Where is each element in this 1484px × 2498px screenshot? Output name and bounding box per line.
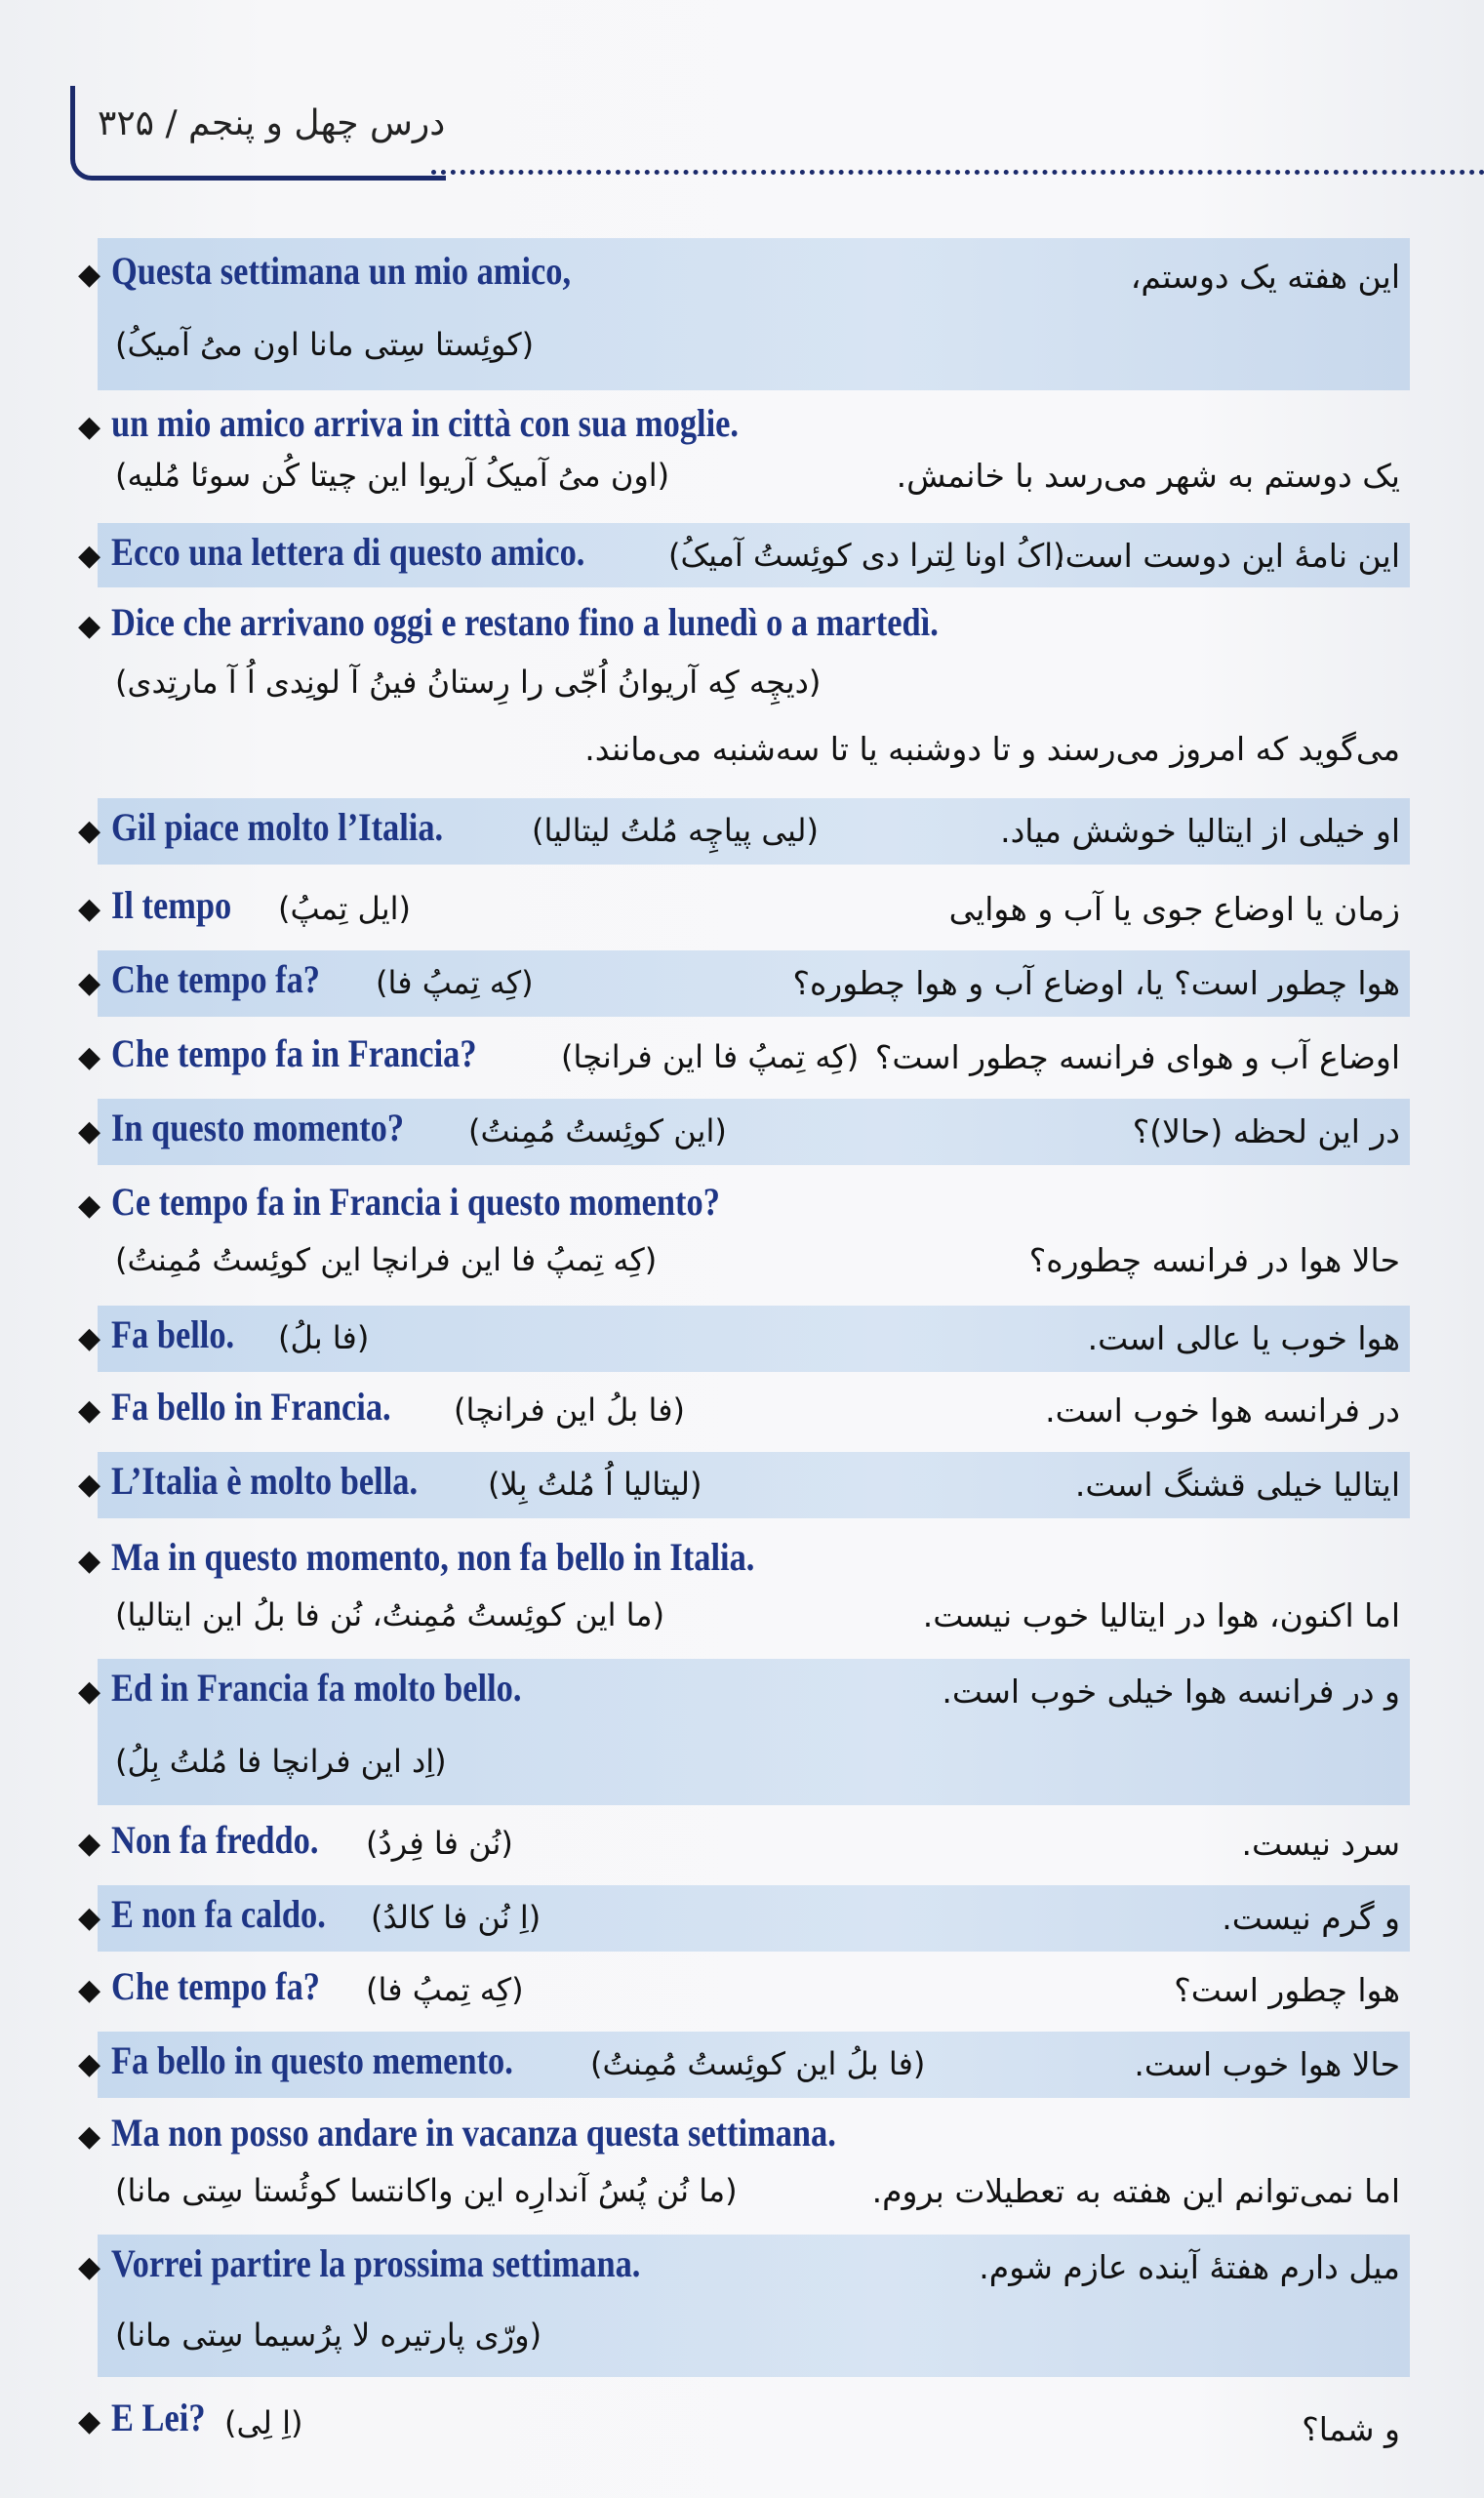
italian-phrase: Che tempo fa?: [111, 1964, 321, 2008]
italian-phrase: Dice che arrivano oggi e restano fino a lunedì o a martedì.: [111, 600, 939, 644]
pronunciation: (ما این کوئِستُ مُمِنتُ، نُن فا بلُ این ایتالیا): [115, 1596, 665, 1633]
persian-translation: اوضاع آب و هوای فرانسه چطور است؟: [874, 1038, 1400, 1076]
diamond-bullet-icon: ◆: [78, 2119, 101, 2154]
phrase-row: [68, 1528, 1410, 1655]
diamond-bullet-icon: ◆: [78, 1114, 101, 1148]
diamond-bullet-icon: ◆: [78, 1901, 101, 1935]
phrase-row: [68, 591, 1410, 786]
persian-translation: میل دارم هفتهٔ آینده عازم شوم.: [979, 2248, 1400, 2286]
phrase-row: [68, 798, 1410, 865]
phrase-row: [68, 238, 1410, 390]
pronunciation: (این کوئِستُ مُمِنتُ): [468, 1112, 727, 1149]
persian-translation: سرد نیست.: [1241, 1825, 1400, 1863]
phrase-row: [68, 2235, 1410, 2377]
phrase-row: [68, 878, 1410, 941]
phrase-row: [68, 950, 1410, 1017]
pronunciation: (دیچِه کِه آریوانُ اُجّی را رِستانُ فینُ آ لونِدی اُ آ مارتِدی): [115, 664, 822, 701]
phrase-row: [68, 1659, 1410, 1805]
pronunciation: (فا بلُ این کوئِستُ مُمِنتُ): [590, 2045, 926, 2082]
persian-translation: هوا چطور است؟ یا، اوضاع آب و هوا چطوره؟: [792, 964, 1400, 1002]
pronunciation: (فا بلُ): [278, 1319, 370, 1356]
diamond-bullet-icon: ◆: [78, 1674, 101, 1709]
pronunciation: (کِه تِمپُ فا این فرانچا): [561, 1038, 860, 1075]
phrase-row: [68, 1959, 1410, 2022]
pronunciation: (اکُ اونا لِترا دی کوئِستُ آمیکُ): [668, 537, 1065, 574]
pronunciation: (فا بلُ این فرانچا): [454, 1391, 685, 1429]
diamond-bullet-icon: ◆: [78, 1189, 101, 1223]
italian-phrase: Vorrei partire la prossima settimana.: [111, 2241, 641, 2285]
persian-translation: زمان یا اوضاع جوی یا آب و هوایی: [948, 890, 1400, 928]
persian-translation: در فرانسه هوا خوب است.: [1045, 1391, 1400, 1430]
persian-translation: او خیلی از ایتالیا خوشش میاد.: [1000, 812, 1400, 850]
italian-phrase: Che tempo fa?: [111, 957, 321, 1001]
persian-translation: و گرم نیست.: [1222, 1899, 1400, 1937]
italian-phrase: Ma in questo momento, non fa bello in Italia.: [111, 1535, 755, 1579]
diamond-bullet-icon: ◆: [78, 1827, 101, 1861]
persian-translation: هوا خوب یا عالی است.: [1087, 1319, 1400, 1357]
persian-translation: در این لحظه (حالا)؟: [1132, 1112, 1400, 1150]
italian-phrase: Che tempo fa in Francia?: [111, 1031, 477, 1075]
page-title: درس چهل و پنجم / ۳۲۵: [98, 103, 446, 143]
persian-translation: ایتالیا خیلی قشنگ است.: [1074, 1466, 1400, 1504]
italian-phrase: un mio amico arriva in città con sua moglie.: [111, 401, 740, 445]
phrase-row: [68, 2032, 1410, 2098]
italian-phrase: L’Italia è molto bella.: [111, 1459, 419, 1503]
diamond-bullet-icon: ◆: [78, 539, 101, 573]
italian-phrase: Ce tempo fa in Francia i questo momento?: [111, 1180, 720, 1224]
phrase-row: [68, 1027, 1410, 1089]
italian-phrase: Fa bello.: [111, 1312, 235, 1356]
pronunciation: (کِه تِمپُ فا این فرانچا این کوئِستُ مُمِنتُ): [115, 1241, 658, 1278]
pronunciation: (اِد این فرانچا فا مُلتُ بِلُ): [115, 1743, 447, 1780]
persian-translation: حالا هوا در فرانسه چطوره؟: [1028, 1241, 1400, 1279]
italian-phrase: Fa bello in questo memento.: [111, 2038, 513, 2082]
pronunciation: (اِ لِی): [224, 2404, 303, 2441]
italian-phrase: Non fa freddo.: [111, 1818, 319, 1862]
persian-translation: می‌گوید که امروز می‌رسند و تا دوشنبه یا تا سه‌شنبه می‌مانند.: [584, 730, 1400, 768]
pronunciation: (اِ نُن فا کالدُ): [371, 1899, 541, 1936]
persian-translation: یک دوستم به شهر می‌رسد با خانمش.: [896, 457, 1400, 495]
diamond-bullet-icon: ◆: [78, 410, 101, 444]
italian-phrase: Ecco una lettera di questo amico.: [111, 530, 585, 574]
diamond-bullet-icon: ◆: [78, 814, 101, 848]
diamond-bullet-icon: ◆: [78, 1393, 101, 1428]
italian-phrase: E non fa caldo.: [111, 1892, 326, 1936]
phrase-row: [68, 2385, 1410, 2459]
diamond-bullet-icon: ◆: [78, 258, 101, 292]
pronunciation: (کِه تِمپُ فا): [366, 1971, 524, 2008]
diamond-bullet-icon: ◆: [78, 1544, 101, 1578]
diamond-bullet-icon: ◆: [78, 2404, 101, 2438]
diamond-bullet-icon: ◆: [78, 966, 101, 1000]
persian-translation: و شما؟: [1302, 2410, 1400, 2448]
phrase-row: [68, 1306, 1410, 1372]
phrase-row: [68, 1099, 1410, 1165]
pronunciation: (نُن فا فِردُ): [366, 1825, 513, 1862]
diamond-bullet-icon: ◆: [78, 609, 101, 643]
phrase-row: [68, 1173, 1410, 1302]
diamond-bullet-icon: ◆: [78, 2250, 101, 2284]
persian-translation: هوا چطور است؟: [1174, 1971, 1400, 2009]
phrase-row: [68, 392, 1410, 517]
italian-phrase: Ed in Francia fa molto bello.: [111, 1666, 522, 1710]
pronunciation: (کِه تِمپُ فا): [376, 964, 534, 1001]
italian-phrase: Il tempo: [111, 883, 232, 927]
diamond-bullet-icon: ◆: [78, 2047, 101, 2081]
diamond-bullet-icon: ◆: [78, 1468, 101, 1502]
pronunciation: (لیی پیاچِه مُلتُ لیتالیا): [532, 812, 819, 849]
pronunciation: (ورّی پارتیره لا پرُسیما سِتی مانا): [115, 2317, 542, 2354]
phrase-row: [68, 1452, 1410, 1518]
italian-phrase: In questo momento?: [111, 1106, 405, 1149]
pronunciation: (کوئِستا سِتی مانا اون میُ آمیکُ): [115, 326, 535, 363]
italian-phrase: Questa settimana un mio amico,: [111, 249, 572, 293]
italian-phrase: E Lei?: [111, 2396, 206, 2439]
persian-translation: و در فرانسه هوا خیلی خوب است.: [942, 1672, 1400, 1711]
italian-phrase: Ma non posso andare in vacanza questa settimana.: [111, 2111, 836, 2155]
phrase-row: [68, 1885, 1410, 1952]
phrase-row: [68, 2104, 1410, 2233]
diamond-bullet-icon: ◆: [78, 1321, 101, 1355]
diamond-bullet-icon: ◆: [78, 1973, 101, 2007]
persian-translation: اما اکنون، هوا در ایتالیا خوب نیست.: [922, 1596, 1400, 1634]
italian-phrase: Fa bello in Francia.: [111, 1385, 391, 1429]
italian-phrase: Gil piace molto l’Italia.: [111, 805, 444, 849]
persian-translation: حالا هوا خوب است.: [1134, 2045, 1400, 2083]
phrase-row: [68, 1380, 1410, 1442]
diamond-bullet-icon: ◆: [78, 1040, 101, 1074]
persian-translation: اما نمی‌توانم این هفته به تعطیلات بروم.: [871, 2172, 1400, 2210]
pronunciation: (ما نُن پُسُ آندارِه این واکانتسا کوئُستا سِتی مانا): [115, 2172, 738, 2209]
phrase-row: [68, 523, 1410, 587]
pronunciation: (اون میُ آمیکُ آریوا این چیتا کُن سوئا مُلیه): [115, 457, 670, 494]
pronunciation: (ایل تِمپُ): [278, 890, 411, 927]
phrase-row: [68, 1813, 1410, 1875]
pronunciation: (لیتالیا اُ مُلتُ بِلا): [488, 1466, 702, 1503]
persian-translation: این نامهٔ این دوست است.: [1055, 537, 1400, 575]
diamond-bullet-icon: ◆: [78, 892, 101, 926]
persian-translation: این هفته یک دوستم،: [1130, 258, 1400, 296]
